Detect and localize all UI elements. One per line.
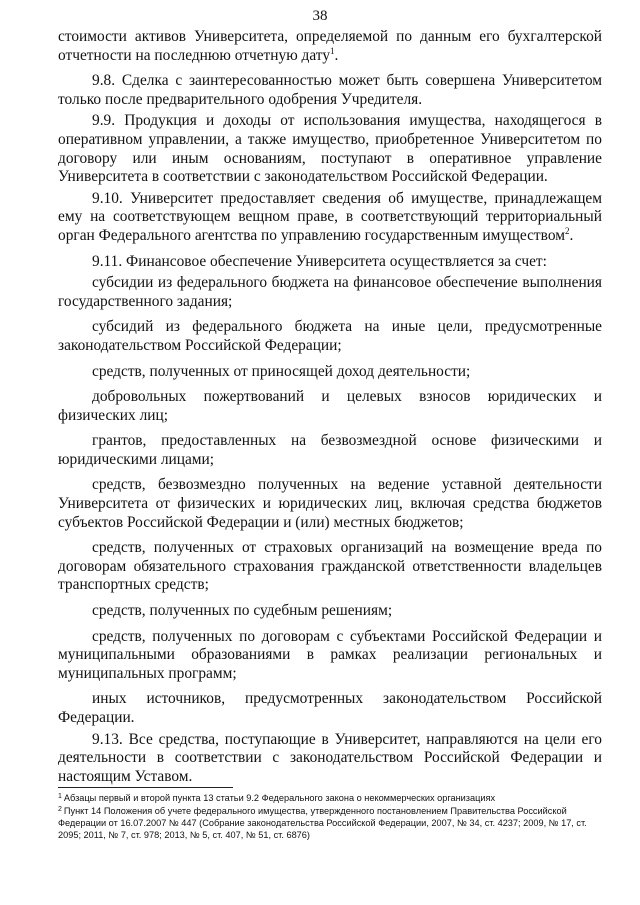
- clause-9-13: 9.13. Все средства, поступающие в Университет, направляются на цели его деятельности в соответствии с законодательством Российской Федерации и настоящим Уставом.: [58, 730, 602, 785]
- paragraph-text: 9.10. Университет предоставляет сведения об имуществе, принадлежащем ему на соответствующем вещном праве, в соответствующий территориальный орган Федерального агентства по управлению государственным имуществом: [58, 189, 602, 244]
- paragraph-continuation: [58, 28, 602, 65]
- footnote-divider: [58, 787, 233, 788]
- clause-9-8: 9.8. Сделка с заинтересованностью может быть совершена Университетом только после предварительного одобрения Учредителя.: [58, 72, 602, 108]
- list-item: средств, полученных по судебным решениям;: [92, 602, 393, 620]
- list-item: средств, полученных от приносящей доход деятельности;: [92, 362, 471, 380]
- list-item: субсидий из федерального бюджета на иные цели, предусмотренные законодательством Российской Федерации;: [58, 318, 602, 354]
- footnote-text: Пункт 14 Положения об учете федерального имущества, утвержденного постановлением Правительства Российской Федерации от 16.07.2007 № 447 (Собрание законодательства Российской Федерации, 2007, № 34, ст. 4237; 2009, № 17, ст. 2095; 2011, № 7, ст. 978; 2013, № 5, ст. 407, № 51, ст. 6876): [58, 806, 587, 840]
- clause-9-10: [58, 190, 602, 246]
- list-item: средств, полученных по договорам с субъектами Российской Федерации и муниципальными образованиями в рамках реализации региональных и муниципальных программ;: [58, 627, 602, 682]
- page-number: 38: [312, 8, 328, 24]
- list-item: иных источников, предусмотренных законодательством Российской Федерации.: [58, 690, 602, 726]
- body-text: [58, 28, 602, 786]
- clause-9-11: 9.11. Финансовое обеспечение Университета осуществляется за счет:: [92, 252, 547, 270]
- footnote: [58, 791, 606, 804]
- paragraph-tail: .: [334, 46, 339, 64]
- list-item: средств, безвозмездно полученных на ведение уставной деятельности Университета от физических и юридических лиц, включая средства бюджетов субъектов Российской Федерации и (или) местных бюджетов;: [58, 476, 602, 531]
- paragraph-tail: .: [569, 226, 574, 244]
- list-item: субсидии из федерального бюджета на финансовое обеспечение выполнения государственного задания;: [58, 274, 602, 310]
- footnote: [58, 804, 606, 841]
- footnote-ref: 2: [564, 225, 570, 236]
- footnotes: [58, 791, 606, 841]
- footnote-number: 2: [58, 806, 62, 813]
- list-item: добровольных пожертвований и целевых взносов юридических и физических лиц;: [58, 388, 602, 424]
- footnote-text: Абзацы первый и второй пункта 13 статьи 9.2 Федерального закона о некоммерческих организациях: [63, 793, 496, 803]
- clause-9-9: 9.9. Продукция и доходы от использования имущества, находящегося в оперативном управлении, а также имущество, приобретенное Университетом по договору или иным основаниям, поступают в оперативное управление Университета в соответствии с законодательством Российской Федерации.: [58, 112, 602, 186]
- footnote-ref: 1: [330, 45, 335, 56]
- list-item: средств, полученных от страховых организаций на возмещение вреда по договорам обязательного страхования гражданской ответственности владельцев транспортных средств;: [58, 539, 602, 594]
- list-item: грантов, предоставленных на безвозмездной основе физическими и юридическими лицами;: [58, 432, 602, 468]
- footnote-number: 1: [58, 793, 62, 800]
- paragraph-text: стоимости активов Университета, определяемой по данным его бухгалтерской отчетности на последнюю отчетную дату: [58, 28, 602, 64]
